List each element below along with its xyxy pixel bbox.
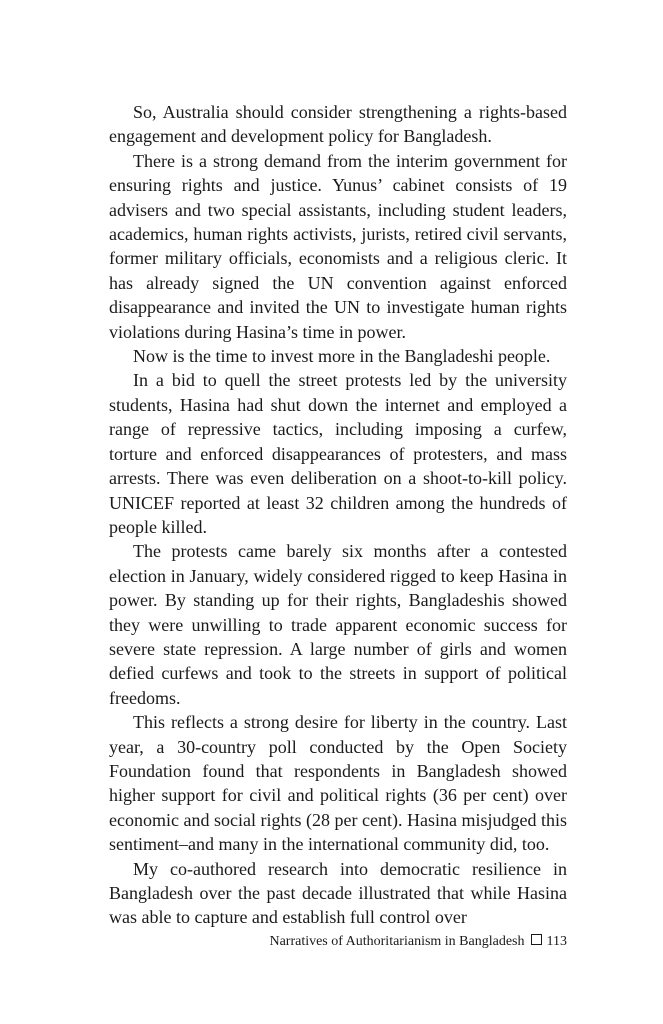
square-separator-icon	[531, 934, 542, 945]
paragraph: This reflects a strong desire for liberty in the country. Last year, a 30-country poll conducted by the Open Society Foundation found that respondents in Bangladesh showed higher support for civil and political rights (36 per cent) over economic and social rights (28 per cent). Hasina misjudged this sentiment–and many in the international community did, too.	[109, 712, 567, 855]
paragraph: There is a strong demand from the interim government for ensuring rights and justice. Yunus’ cabinet consists of 19 advisers and two special assistants, including student leaders, academics, human rights activists, jurists, retired civil servants, former military officials, economists and a religious cleric. It has already signed the UN convention against enforced disappearance and invited the UN to investigate human rights violations during Hasina’s time in power.	[109, 150, 567, 342]
paragraph: Now is the time to invest more in the Bangladeshi people.	[133, 346, 551, 367]
running-title: Narratives of Authoritarianism in Bangladesh	[269, 934, 525, 949]
paragraph: In a bid to quell the street protests led by the university students, Hasina had shut down the internet and employed a range of repressive tactics, including imposing a curfew, torture and enforced disappearances of protesters, and mass arrests. There was even deliberation on a shoot-to-kill policy. UNICEF reported at least 32 children among the hundreds of people killed.	[109, 370, 567, 537]
paragraph: The protests came barely six months after a contested election in January, widely considered rigged to keep Hasina in power. By standing up for their rights, Bangladeshis showed they were unwilling to trade apparent economic success for severe state repression. A large number of girls and women defied curfews and took to the streets in support of political freedoms.	[109, 541, 567, 708]
paragraph: My co-authored research into democratic resilience in Bangladesh over the past decade illustrated that while Hasina was able to capture and establish full control over	[109, 858, 567, 928]
page-footer	[269, 934, 567, 950]
paragraph: So, Australia should consider strengthening a rights-based engagement and development policy for Bangladesh.	[109, 102, 567, 147]
page-body	[109, 100, 567, 930]
page-number: 113	[546, 934, 567, 949]
